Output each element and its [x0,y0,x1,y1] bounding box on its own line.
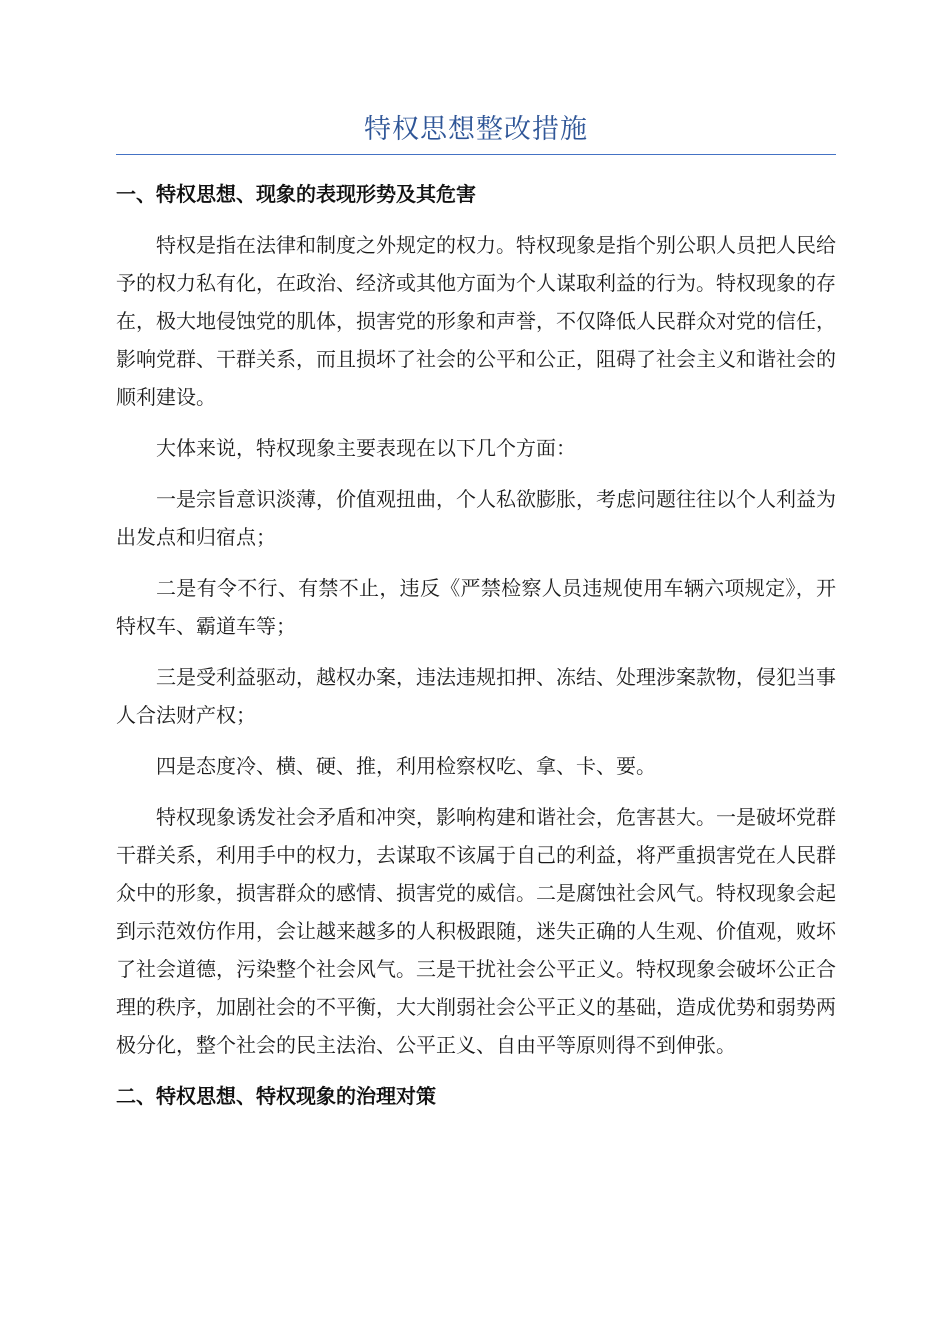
title-underline [116,154,836,155]
paragraph-point-1: 一是宗旨意识淡薄，价值观扭曲，个人私欲膨胀，考虑问题往往以个人利益为出发点和归宿点； [116,487,836,549]
section-heading-1: 一、特权思想、现象的表现形势及其危害 [116,182,476,206]
paragraph-point-4: 四是态度冷、横、硬、推，利用检察权吃、拿、卡、要。 [156,754,656,778]
document-title: 特权思想整改措施 [364,114,588,145]
document-page [116,110,836,1115]
paragraph-point-2: 二是有令不行、有禁不止，违反《严禁检察人员违规使用车辆六项规定》，开特权车、霸道车等； [116,576,836,638]
paragraph-harms: 特权现象诱发社会矛盾和冲突，影响构建和谐社会，危害甚大。一是破坏党群干群关系，利用手中的权力，去谋取不该属于自己的利益，将严重损害党在人民群众中的形象，损害群众的感情、损害党的威信。二是腐蚀社会风气。特权现象会起到示范效仿作用，会让越来越多的人积极跟随，迷失正确的人生观、价值观，败坏了社会道德，污染整个社会风气。三是干扰社会公平正义。特权现象会破坏公正合理的秩序，加剧社会的不平衡，大大削弱社会公平正义的基础，造成优势和弱势两极分化，整个社会的民主法治、公平正义、自由平等原则得不到伸张。 [116,805,836,1057]
section-heading-2: 二、特权思想、特权现象的治理对策 [116,1084,436,1108]
paragraph-definition: 特权是指在法律和制度之外规定的权力。特权现象是指个别公职人员把人民给予的权力私有化，在政治、经济或其他方面为个人谋取利益的行为。特权现象的存在，极大地侵蚀党的肌体，损害党的形象和声誉，不仅降低人民群众对党的信任，影响党群、干群关系，而且损坏了社会的公平和公正，阻碍了社会主义和谐社会的顺利建设。 [116,233,836,409]
paragraph-point-3: 三是受利益驱动，越权办案，违法违规扣押、冻结、处理涉案款物，侵犯当事人合法财产权； [116,665,836,727]
paragraph-overview: 大体来说，特权现象主要表现在以下几个方面： [156,436,576,460]
